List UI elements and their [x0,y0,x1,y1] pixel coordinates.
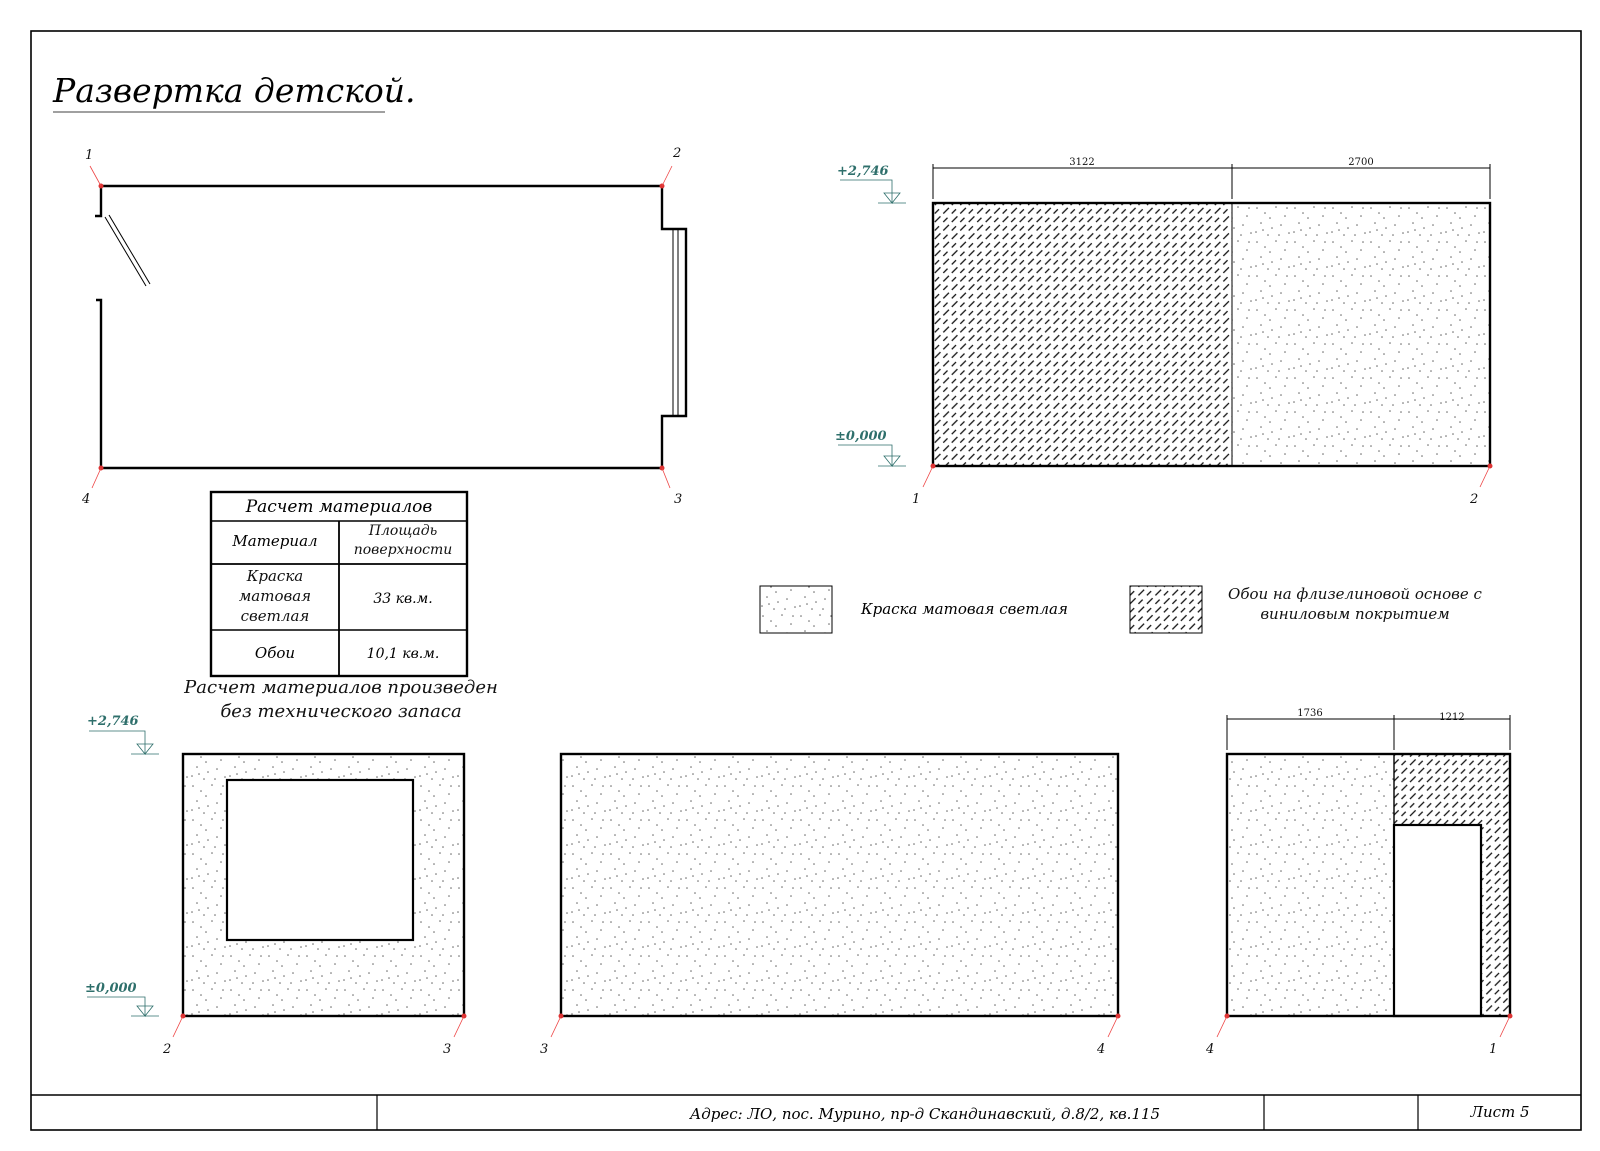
corner-label: 1 [1489,1042,1498,1057]
dim-1212: 1212 [1439,712,1465,723]
corner-label: 3 [443,1042,452,1057]
legend-wallpaper-swatch [1130,586,1202,633]
paint-area [561,754,1118,1016]
plan-corner-3: 3 [674,492,683,507]
corner-label: 3 [540,1042,549,1057]
paint-area [1227,754,1394,1016]
plan-corner-4: 4 [82,492,91,507]
corner-label: 2 [163,1042,172,1057]
legend [760,584,1495,633]
legend-paint-swatch [760,586,832,633]
level-bottom: ±0,000 [835,429,887,444]
level-bottom: ±0,000 [85,981,137,996]
table-cell-area: 10,1 кв.м. [366,646,440,662]
stamp-sheet-number: Лист 5 [1470,1103,1530,1121]
paint-area [1232,203,1490,466]
corner-label: 4 [1206,1042,1215,1057]
table-title: Расчет материалов [245,497,433,517]
table-header-material: Материал [232,532,318,550]
stamp-address: Адрес: ЛО, пос. Мурино, пр-д Скандинавский, д.8/2, кв.115 [689,1105,1161,1123]
elevation-wall-2-3 [85,714,467,1057]
elevation-wall-3-4 [540,754,1121,1057]
wallpaper-area [933,203,1232,466]
dim-1736: 1736 [1297,708,1323,719]
table-note: Расчет материалов произведен без технического запаса [184,677,498,722]
elevation-wall-4-1 [1205,708,1513,1057]
plan-corner-2: 2 [673,146,682,161]
plan-corner-1: 1 [85,148,94,163]
plan-walls [95,186,686,468]
door-opening [1394,825,1481,1016]
page-title: Развертка детской. [53,71,416,110]
window-opening [227,780,413,940]
level-top: +2,746 [87,714,139,729]
legend-wallpaper-label: Обои на флизелиновой основе с виниловым покрытием [1228,585,1482,623]
elevation-wall-1-2 [835,157,1493,507]
materials-table [211,492,467,676]
level-top: +2,746 [837,164,889,179]
dim-2700: 2700 [1348,157,1374,168]
corner-label: 2 [1470,492,1479,507]
table-cell-area: 33 кв.м. [373,591,433,607]
room-plan [81,146,686,507]
corner-label: 1 [912,492,921,507]
table-header-area: Площадь поверхности [353,523,453,558]
table-cell-material: Обои [254,644,296,662]
dim-3122: 3122 [1069,157,1095,168]
corner-label: 4 [1097,1042,1106,1057]
legend-paint-label: Краска матовая светлая [861,600,1068,618]
table-cell-material: Краска матовая светлая [238,567,312,625]
